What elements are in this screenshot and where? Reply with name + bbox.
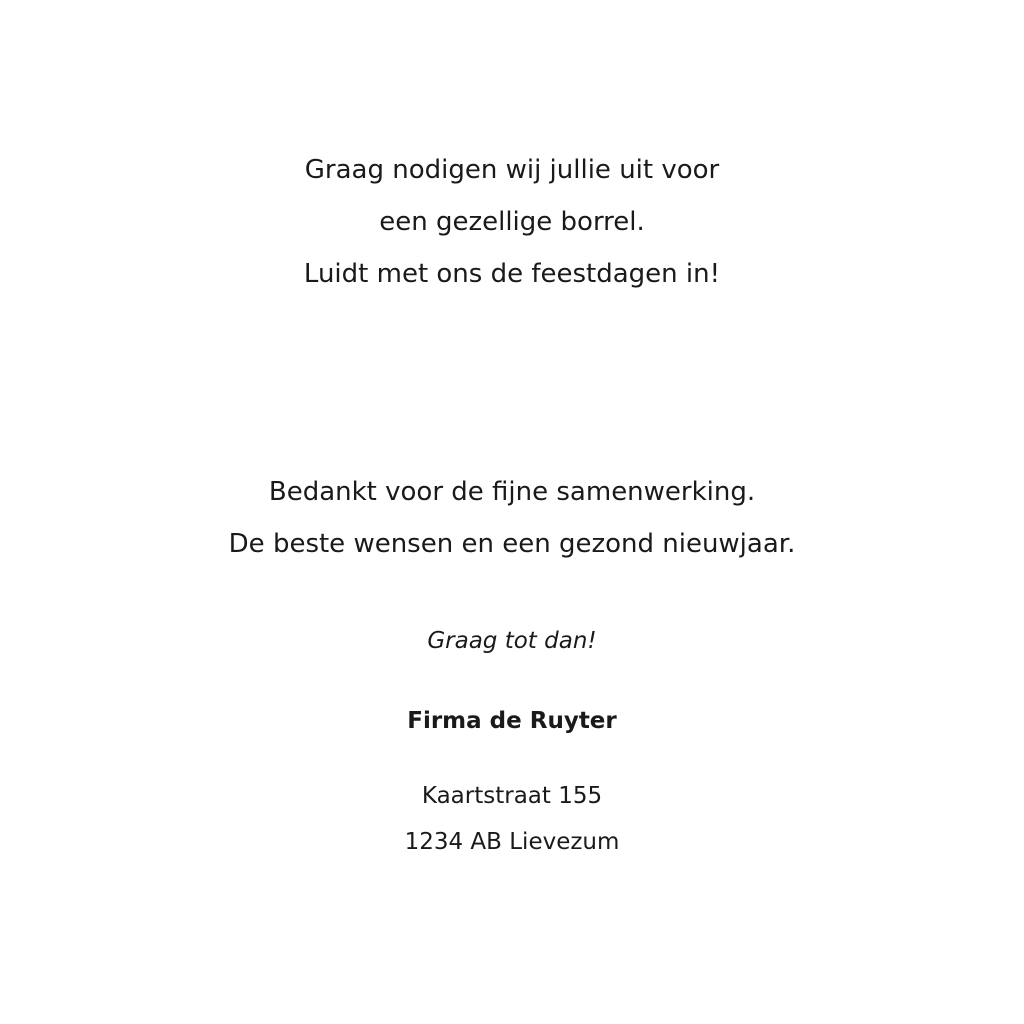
closing-text: Graag tot dan! [427, 628, 597, 654]
address-street: Kaartstraat 155 [421, 783, 603, 809]
invitation-line-2: een gezellige borrel. [379, 207, 645, 237]
thanks-line-2: De beste wensen en een gezond nieuwjaar. [228, 529, 796, 559]
invitation-line-1: Graag nodigen wij jullie uit voor [304, 155, 720, 185]
address-postal-city: 1234 AB Lievezum [404, 829, 620, 855]
company-name: Firma de Ruyter [407, 708, 617, 734]
thanks-line-1: Bedankt voor de fijne samenwerking. [268, 477, 756, 507]
invitation-line-3: Luidt met ons de feestdagen in! [303, 259, 721, 289]
